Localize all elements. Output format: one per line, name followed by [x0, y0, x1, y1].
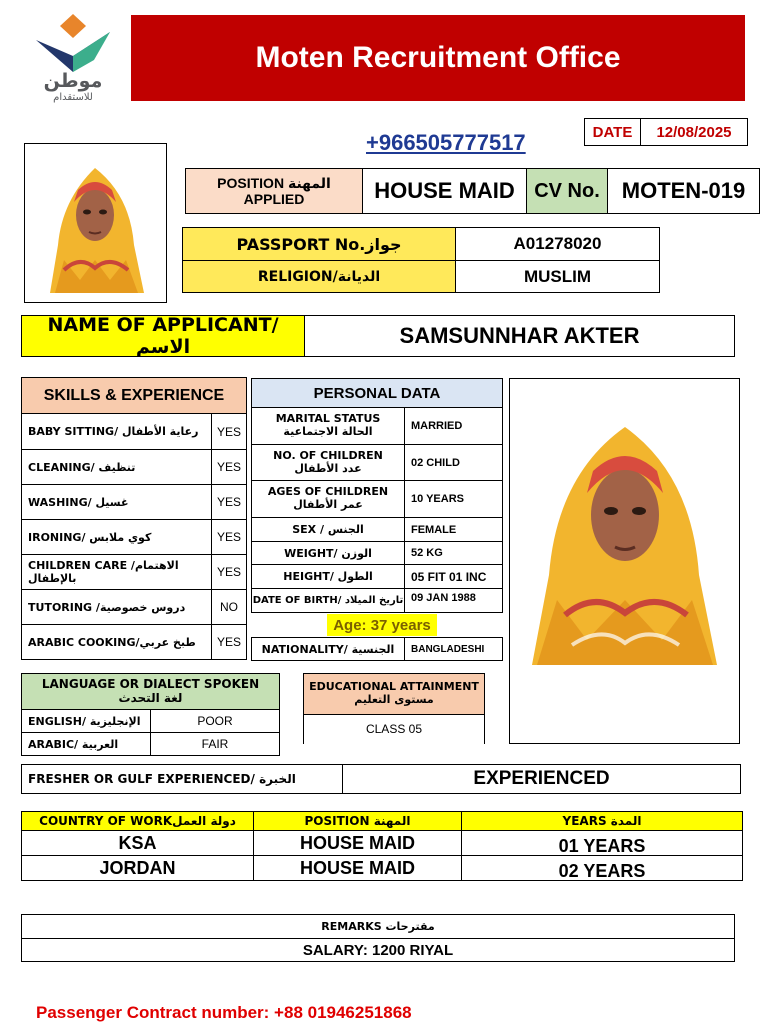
- weight-value: 52 KG: [404, 541, 503, 565]
- position-value: HOUSE MAID: [362, 168, 527, 214]
- skill-value: NO: [211, 589, 247, 625]
- remarks-title: REMARKS مقترحات: [21, 914, 735, 939]
- sex-label: SEX / الجنس: [251, 517, 405, 542]
- logo-text: [30, 70, 116, 104]
- work-row-1-years: 01 YEARS: [461, 830, 743, 856]
- passport-label: PASSPORT No.جواز: [182, 227, 456, 261]
- children-ages-value: 10 YEARS: [404, 480, 503, 518]
- work-header-country: COUNTRY OF WORKدولة العمل: [21, 811, 254, 831]
- skill-value: YES: [211, 449, 247, 485]
- skill-value: YES: [211, 519, 247, 555]
- skill-label: IRONING/ كوي ملابس: [21, 519, 212, 555]
- date-label: DATE: [584, 118, 641, 146]
- language-english-value: POOR: [150, 709, 280, 733]
- children-count-value: 02 CHILD: [404, 444, 503, 481]
- age-value: Age: 37 years: [327, 614, 437, 636]
- work-row-1-position: HOUSE MAID: [253, 830, 462, 856]
- religion-label: RELIGION/الديانة: [182, 260, 456, 293]
- marital-status-label-en: MARITAL STATUS: [275, 412, 381, 426]
- language-title: [21, 673, 280, 710]
- position-label: [185, 168, 363, 214]
- children-count-label-ar: عدد الأطفال: [294, 461, 362, 475]
- nationality-label: NATIONALITY/ الجنسية: [251, 637, 405, 661]
- children-count-label: [251, 444, 405, 481]
- applicant-photo-large: [527, 415, 722, 665]
- skill-value: YES: [211, 413, 247, 450]
- logo-arabic-main: موطن: [43, 70, 103, 92]
- marital-status-label-ar: الحالة الاجتماعية: [283, 425, 373, 438]
- skill-label: CLEANING/ تنظيف: [21, 449, 212, 485]
- work-row-2-years: 02 YEARS: [461, 855, 743, 881]
- religion-value: MUSLIM: [455, 260, 660, 293]
- personal-data-title: PERSONAL DATA: [251, 378, 503, 408]
- phone-link[interactable]: +966505777517: [366, 130, 526, 155]
- language-english-label: ENGLISH/ الإنجليزية: [21, 709, 151, 733]
- language-title-ar: لغة التحدث: [118, 690, 183, 705]
- work-row-1-country: KSA: [21, 830, 254, 856]
- education-title: [303, 673, 485, 715]
- cv-label: CV No.: [526, 168, 608, 214]
- work-row-2-country: JORDAN: [21, 855, 254, 881]
- height-value: 05 FIT 01 INC: [404, 564, 503, 589]
- experience-label: FRESHER OR GULF EXPERIENCED/ الخبرة: [21, 764, 343, 794]
- height-label: HEIGHT/ الطول: [251, 564, 405, 589]
- dob-label: DATE OF BIRTH/ تاريخ الميلاد: [251, 588, 405, 613]
- skill-label: BABY SITTING/ رعاية الأطفال: [21, 413, 212, 450]
- skill-label: TUTORING /دروس خصوصية: [21, 589, 212, 625]
- children-ages-label-en: AGES OF CHILDREN: [267, 485, 389, 499]
- language-arabic-label: ARABIC/ العربية: [21, 732, 151, 756]
- marital-status-value: MARRIED: [404, 407, 503, 445]
- skill-label: WASHING/ غسيل: [21, 484, 212, 520]
- language-arabic-value: FAIR: [150, 732, 280, 756]
- work-header-years: YEARS المدة: [461, 811, 743, 831]
- position-label-line1: POSITION المهنة: [217, 174, 331, 191]
- nationality-value: BANGLADESHI: [404, 637, 503, 661]
- education-title-en: EDUCATIONAL ATTAINMENT: [309, 680, 479, 694]
- office-title-banner: Moten Recruitment Office: [131, 15, 745, 101]
- work-row-2-position: HOUSE MAID: [253, 855, 462, 881]
- work-header-position: POSITION المهنة: [253, 811, 462, 831]
- marital-status-label: [251, 407, 405, 445]
- logo-arabic-sub: للاستقدام: [53, 92, 93, 103]
- children-ages-label-ar: عمر الأطفال: [293, 498, 363, 511]
- skill-label: CHILDREN CARE /الاهتمام بالإطفال: [21, 554, 212, 590]
- remarks-value: SALARY: 1200 RIYAL: [21, 938, 735, 962]
- education-title-ar: مستوى التعليم: [354, 693, 434, 706]
- cv-value: MOTEN-019: [607, 168, 760, 214]
- children-ages-label: [251, 480, 405, 518]
- position-label-line2: APPLIED: [243, 191, 305, 207]
- dob-value: 09 JAN 1988: [404, 588, 503, 613]
- skills-title: SKILLS & EXPERIENCE: [21, 377, 247, 414]
- language-title-en: LANGUAGE OR DIALECT SPOKEN: [41, 676, 260, 691]
- education-value: CLASS 05: [303, 714, 485, 744]
- passenger-contract-number: Passenger Contract number: +88 01946251868: [36, 1003, 412, 1022]
- skill-label: ARABIC COOKING/طبخ عربي: [21, 624, 212, 660]
- applicant-photo-small: [40, 160, 151, 293]
- skill-value: YES: [211, 554, 247, 590]
- applicant-name-label: NAME OF APPLICANT/ الاسم: [21, 315, 305, 357]
- skill-value: YES: [211, 624, 247, 660]
- passport-value: A01278020: [455, 227, 660, 261]
- children-count-label-en: NO. OF CHILDREN: [273, 448, 383, 462]
- applicant-name-value: SAMSUNNHAR AKTER: [304, 315, 735, 357]
- date-value: 12/08/2025: [640, 118, 748, 146]
- weight-label: WEIGHT/ الوزن: [251, 541, 405, 565]
- sex-value: FEMALE: [404, 517, 503, 542]
- experience-value: EXPERIENCED: [342, 764, 741, 794]
- skill-value: YES: [211, 484, 247, 520]
